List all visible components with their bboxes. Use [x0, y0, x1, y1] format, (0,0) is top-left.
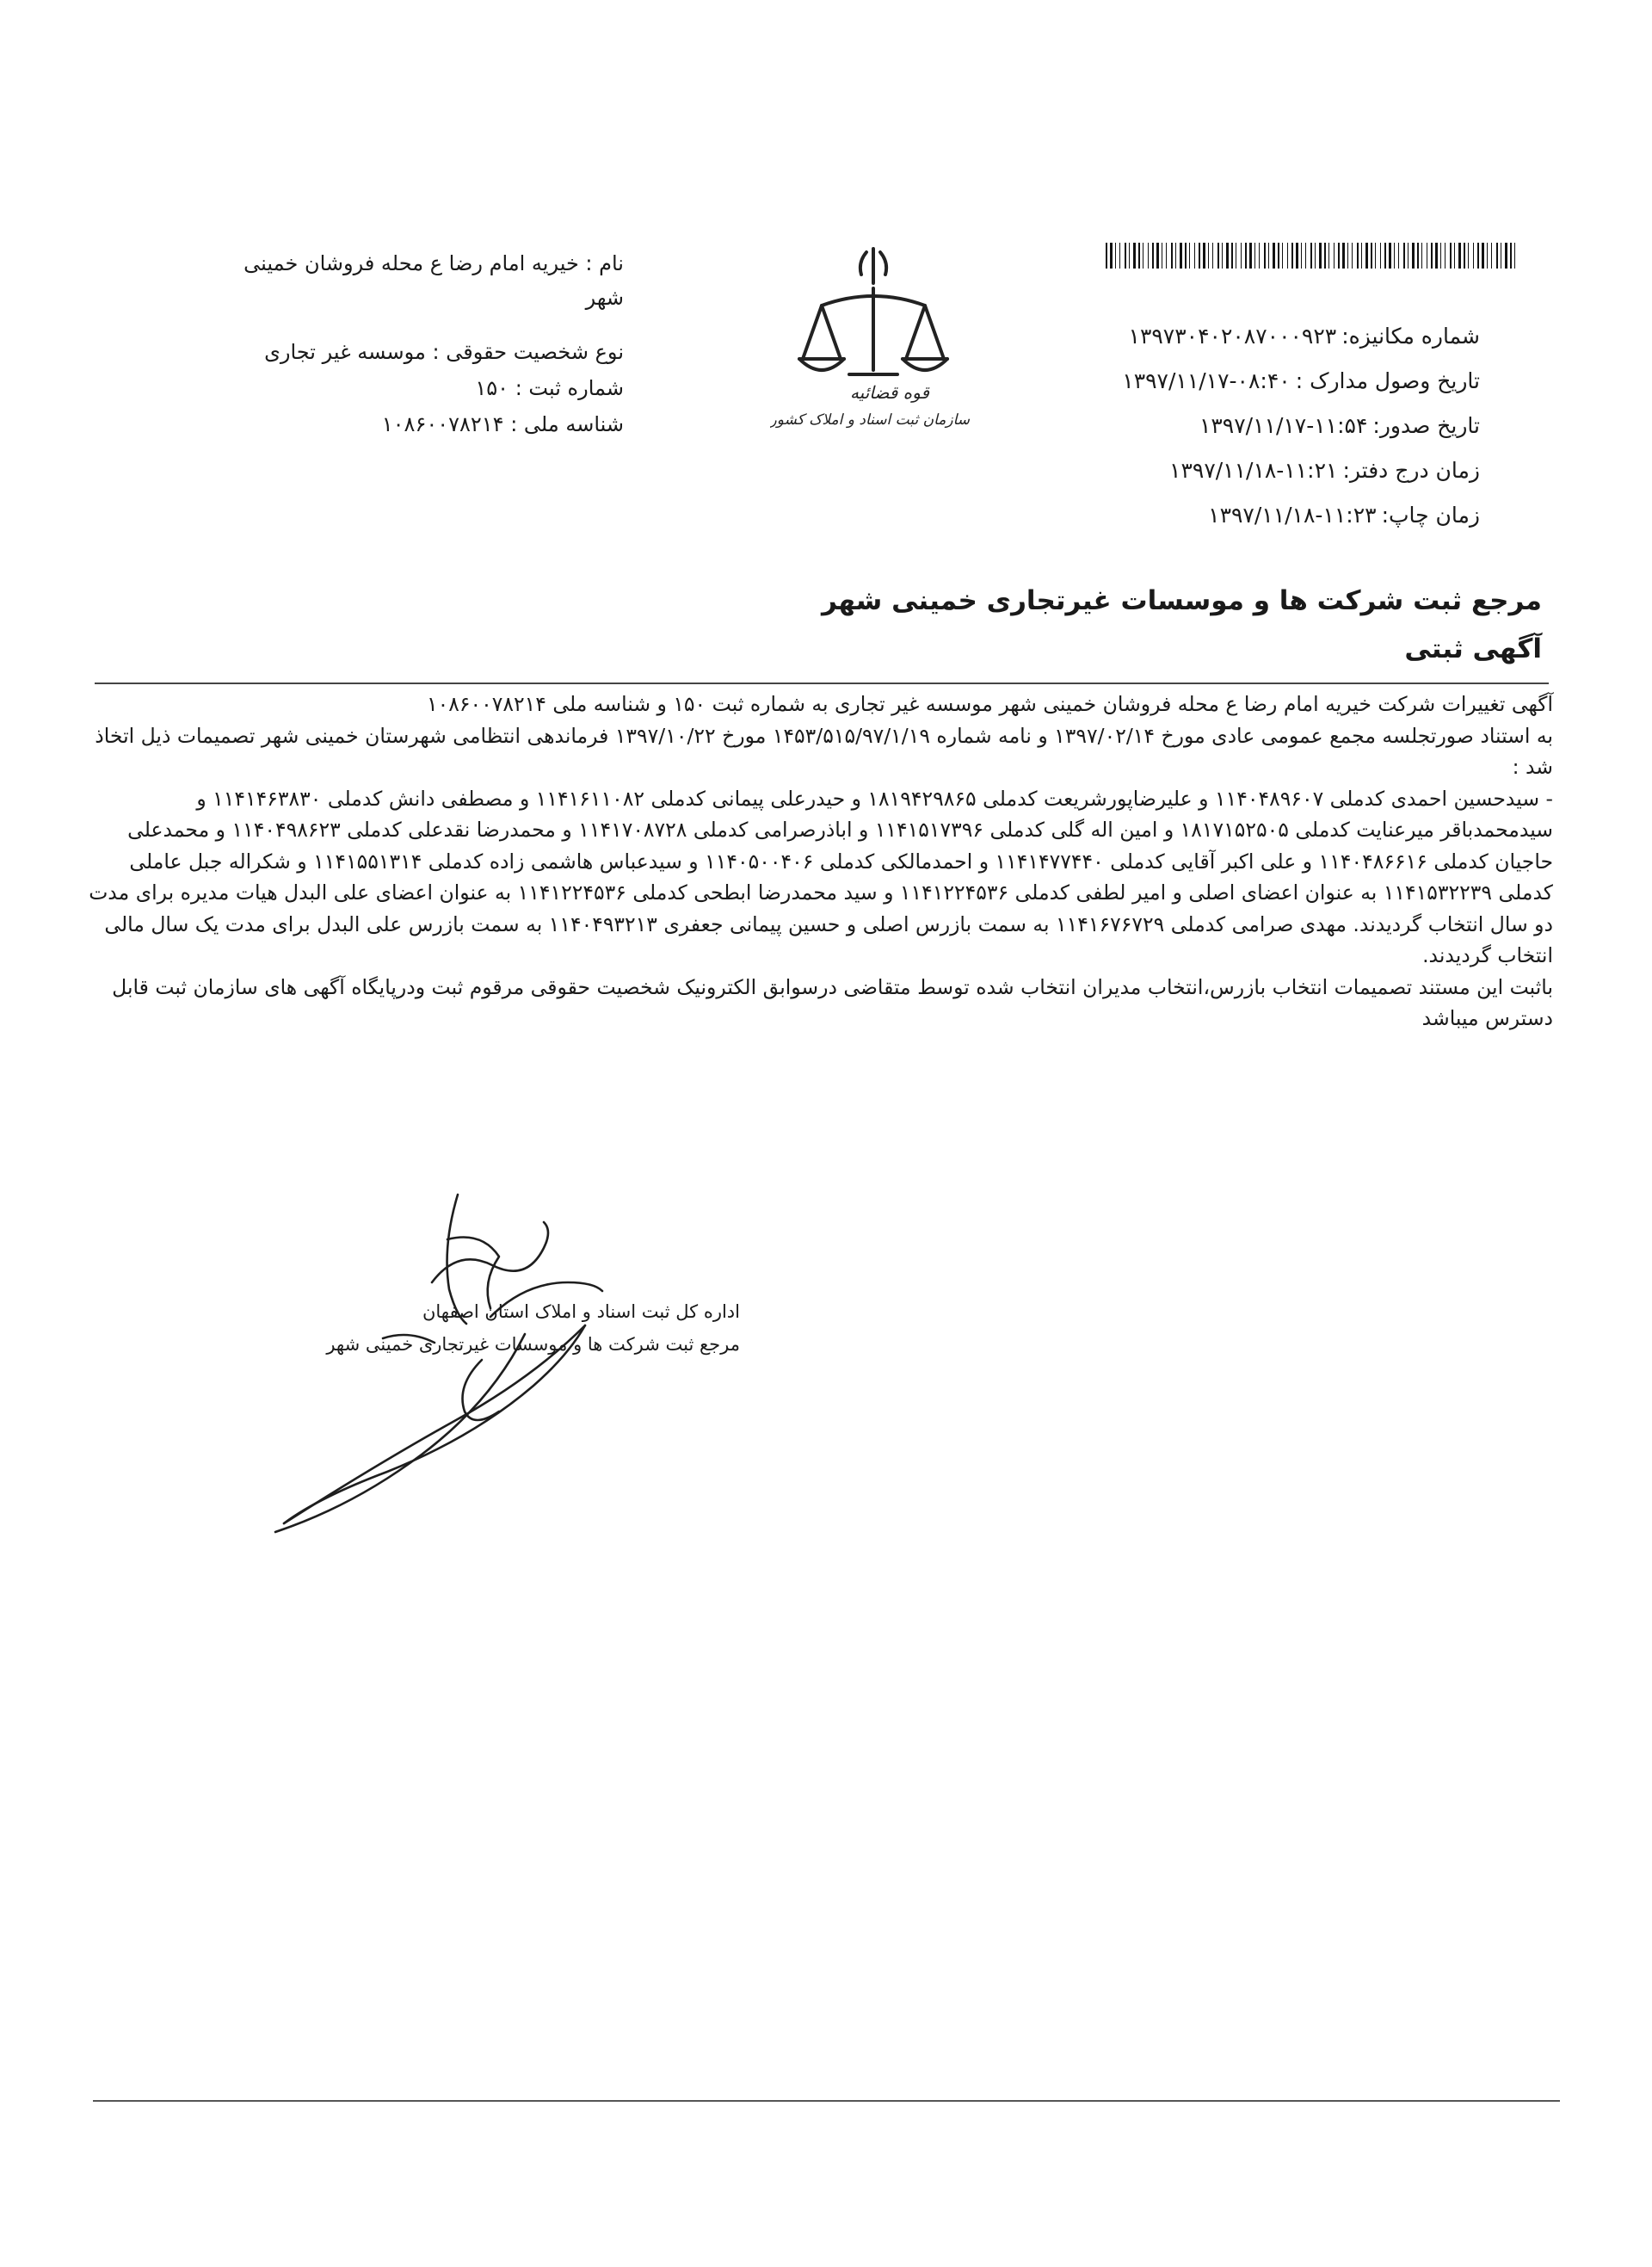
- signature-line-1: اداره کل ثبت اسناد و املاک استان اصفهان: [422, 1301, 740, 1322]
- barcode-bar: [1389, 243, 1391, 269]
- barcode-bar: [1296, 243, 1298, 269]
- barcode-bar: [1477, 243, 1479, 269]
- emblem-org-bottom: سازمان ثبت اسناد و املاک کشور: [770, 411, 970, 429]
- barcode-bar: [1287, 243, 1288, 269]
- body-paragraph: - سیدحسین احمدی کدملی ۱۱۴۰۴۸۹۶۰۷ و علیرضاپورشریعت کدملی ۱۸۱۹۴۲۹۸۶۵ و حیدرعلی پیمانی کدملی ۱۱۴۱۶۱۱۰۸۲ و مصطفی دانش کدملی ۱۱۴۱۴۶۳۸۳۰ و سیدمحمدباقر میرعنایت کدملی ۱۸۱۷۱۵۲۵۰۵ و امین اله گلی کدملی ۱۱۴۱۵۱۷۳۹۶ و اباذرصرامی کدملی ۱۱۴۱۷۰۸۷۲۸ و محمدرضا نقدعلی کدملی ۱۱۴۰۴۹۸۶۲۳ و محمدعلی حاجیان کدملی ۱۱۴۰۴۸۶۶۱۶ و علی اکبر آقایی کدملی ۱۱۴۱۴۷۷۴۴۰ و احمدمالکی کدملی ۱۱۴۰۵۰۰۴۰۶ و سیدعباس هاشمی زاده کدملی ۱۱۴۱۵۵۱۳۱۴ و شکراله جبل عاملی کدملی ۱۱۴۱۵۳۲۲۳۹ به عنوان اعضای اصلی و امیر لطفی کدملی ۱۱۴۱۲۲۴۵۳۶ و سید محمدرضا ابطحی کدملی ۱۱۴۱۲۲۴۵۳۶ به عنوان اعضای علی البدل هیات مدیره برای مدت دو سال انتخاب گردیدند. مهدی صرامی کدملی ۱۱۴۱۶۷۶۷۲۹ به سمت بازرس اصلی و حسین پیمانی جعفری ۱۱۴۰۴۹۳۲۱۳ به سمت بازرس علی البدل برای مدت یک سال مالی انتخاب گردیدند.: [89, 786, 1553, 967]
- barcode-bar: [1148, 243, 1149, 269]
- barcode-bar: [1226, 243, 1229, 269]
- barcode-bar: [1334, 243, 1335, 269]
- barcode-bar: [1194, 243, 1195, 269]
- barcode-bar: [1291, 243, 1293, 269]
- signature-block: [284, 1295, 740, 1361]
- barcode-bar: [1315, 243, 1316, 269]
- barcode-bar: [1241, 243, 1242, 269]
- barcode-bar: [1496, 243, 1498, 269]
- barcode-bar: [1324, 243, 1326, 269]
- barcode-bar: [1412, 243, 1415, 269]
- barcode-bar: [1171, 243, 1173, 269]
- barcode-bar: [1212, 243, 1213, 269]
- body-paragraph: باثبت این مستند تصمیمات انتخاب بازرس،انتخاب مدیران انتخاب شده توسط متقاضی درسوابق الکترونیک شخصیت حقوقی مرقوم ثبت ودرپایگاه آگهی های سازمان ثبت قابل دسترس میباشد: [112, 974, 1553, 1030]
- barcode-bar: [1264, 243, 1266, 269]
- barcode-bar: [1305, 243, 1306, 269]
- barcode-bar: [1133, 243, 1136, 269]
- barcode-bar: [1301, 243, 1302, 269]
- entity-name: خیریه امام رضا ع محله فروشان خمینی شهر: [243, 251, 624, 310]
- barcode-bar: [1445, 243, 1446, 269]
- barcode-bar: [1380, 243, 1381, 269]
- barcode-bar: [1249, 243, 1252, 269]
- body-paragraph: آگهی تغییرات شرکت خیریه امام رضا ع محله فروشان خمینی شهر موسسه غیر تجاری به شماره ثبت ۱۵۰ و شناسه ملی ۱۰۸۶۰۰۷۸۲۱۴: [427, 692, 1553, 716]
- barcode-bar: [1328, 243, 1329, 269]
- handwritten-signature: [232, 1188, 714, 1549]
- barcode-bar: [1268, 243, 1269, 269]
- barcode-bar: [1185, 243, 1187, 269]
- barcode-bar: [1254, 243, 1255, 269]
- barcode-bar: [1119, 243, 1120, 269]
- barcode-bar: [1203, 243, 1205, 269]
- barcode-bar: [1347, 243, 1348, 269]
- barcode-bar: [1319, 243, 1322, 269]
- meta-print-time: زمان چاپ:۱۳۹۷/۱۱/۱۸-۱۱:۲۳: [1208, 503, 1480, 528]
- barcode-bar: [1115, 243, 1116, 269]
- barcode-bar: [1166, 243, 1167, 269]
- barcode-bar: [1125, 243, 1126, 269]
- barcode-bar: [1278, 243, 1279, 269]
- barcode-bar: [1487, 243, 1488, 269]
- barcode-bar: [1361, 243, 1362, 269]
- barcode-bar: [1464, 243, 1465, 269]
- barcode-bar: [1398, 243, 1399, 269]
- barcode-bar: [1129, 243, 1130, 269]
- barcode-bar: [1231, 243, 1233, 269]
- notice-body: [86, 689, 1553, 1035]
- barcode-bar: [1180, 243, 1182, 269]
- barcode-bar: [1175, 243, 1176, 269]
- barcode-bar: [1138, 243, 1140, 269]
- barcode-bar: [1152, 243, 1154, 269]
- barcode-bar: [1365, 243, 1368, 269]
- meta-mechanized-number: شماره مکانیزه:۱۳۹۷۳۰۴۰۲۰۸۷۰۰۰۹۲۳: [1128, 324, 1480, 349]
- barcode-bar: [1458, 243, 1461, 269]
- barcode-bar: [1106, 243, 1107, 269]
- authority-heading: مرجع ثبت شرکت ها و موسسات غیرتجاری خمینی شهر: [822, 585, 1542, 616]
- barcode-bar: [1357, 243, 1359, 269]
- entity-info: [202, 246, 624, 442]
- meta-registry-time: زمان درج دفتر:۱۳۹۷/۱۱/۱۸-۱۱:۲۱: [1169, 458, 1480, 483]
- barcode-bar: [1482, 243, 1484, 269]
- barcode-bar: [1510, 243, 1512, 269]
- barcode-bar: [1394, 243, 1395, 269]
- barcode-bar: [1491, 243, 1492, 269]
- registration-number-row: شماره ثبت : ۱۵۰: [475, 376, 624, 400]
- barcode-bar: [1310, 243, 1312, 269]
- emblem-org-top: قوه قضائیه: [849, 382, 929, 403]
- signature-line-2: مرجع ثبت شرکت ها و موسسات غیرتجاری خمینی شهر: [326, 1334, 740, 1355]
- barcode-bar: [1454, 243, 1455, 269]
- barcode-bar: [1375, 243, 1376, 269]
- barcode-bar: [1156, 243, 1159, 269]
- barcode-bar: [1371, 243, 1372, 269]
- barcode-bar: [1110, 243, 1113, 269]
- barcode-bar: [1259, 243, 1260, 269]
- document-headings: [251, 577, 1542, 673]
- barcode-bar: [1435, 243, 1438, 269]
- barcode: [1106, 243, 1519, 269]
- entity-type: موسسه غیر تجاری: [264, 340, 426, 364]
- barcode-bar: [1408, 243, 1409, 269]
- barcode-bar: [1384, 243, 1386, 269]
- top-divider: [95, 683, 1549, 684]
- entity-name-row: نام : خیریه امام رضا ع محله فروشان خمینی شهر: [243, 251, 624, 310]
- barcode-bar: [1282, 243, 1283, 269]
- barcode-bar: [1342, 243, 1345, 269]
- barcode-bar: [1450, 243, 1452, 269]
- body-paragraph: به استناد صورتجلسه مجمع عمومی عادی مورخ ۱۳۹۷/۰۲/۱۴ و نامه شماره ۱۴۵۳/۵۱۵/۹۷/۱/۱۹ مورخ ۱۳۹۷/۱۰/۲۲ فرماندهی انتظامی شهرستان خمینی شهر تصمیمات ذیل اتخاذ شد :: [95, 723, 1553, 779]
- barcode-bar: [1505, 243, 1507, 269]
- barcode-bar: [1199, 243, 1200, 269]
- meta-received-date: تاریخ وصول مدارک :۱۳۹۷/۱۱/۱۷-۰۸:۴۰: [1122, 368, 1480, 393]
- barcode-bar: [1338, 243, 1340, 269]
- barcode-bar: [1245, 243, 1247, 269]
- barcode-bar: [1217, 243, 1219, 269]
- barcode-bar: [1352, 243, 1353, 269]
- barcode-bar: [1403, 243, 1405, 269]
- judiciary-emblem-icon: [770, 245, 977, 435]
- barcode-bar: [1421, 243, 1422, 269]
- registration-number: ۱۵۰: [475, 376, 509, 400]
- barcode-bar: [1440, 243, 1441, 269]
- barcode-bar: [1431, 243, 1433, 269]
- barcode-bar: [1473, 243, 1474, 269]
- barcode-bar: [1273, 243, 1275, 269]
- meta-issue-date: تاریخ صدور:۱۳۹۷/۱۱/۱۷-۱۱:۵۴: [1199, 413, 1480, 438]
- barcode-bar: [1514, 243, 1515, 269]
- barcode-bar: [1417, 243, 1419, 269]
- national-id-row: شناسه ملی : ۱۰۸۶۰۰۷۸۲۱۴: [381, 412, 624, 436]
- bottom-divider: [93, 2100, 1560, 2102]
- notice-heading: آگهی ثبتی: [1404, 633, 1542, 664]
- barcode-bar: [1189, 243, 1190, 269]
- barcode-bar: [1222, 243, 1223, 269]
- barcode-bar: [1208, 243, 1209, 269]
- barcode-bar: [1468, 243, 1469, 269]
- entity-type-row: نوع شخصیت حقوقی : موسسه غیر تجاری: [264, 340, 624, 364]
- national-id: ۱۰۸۶۰۰۷۸۲۱۴: [381, 412, 504, 436]
